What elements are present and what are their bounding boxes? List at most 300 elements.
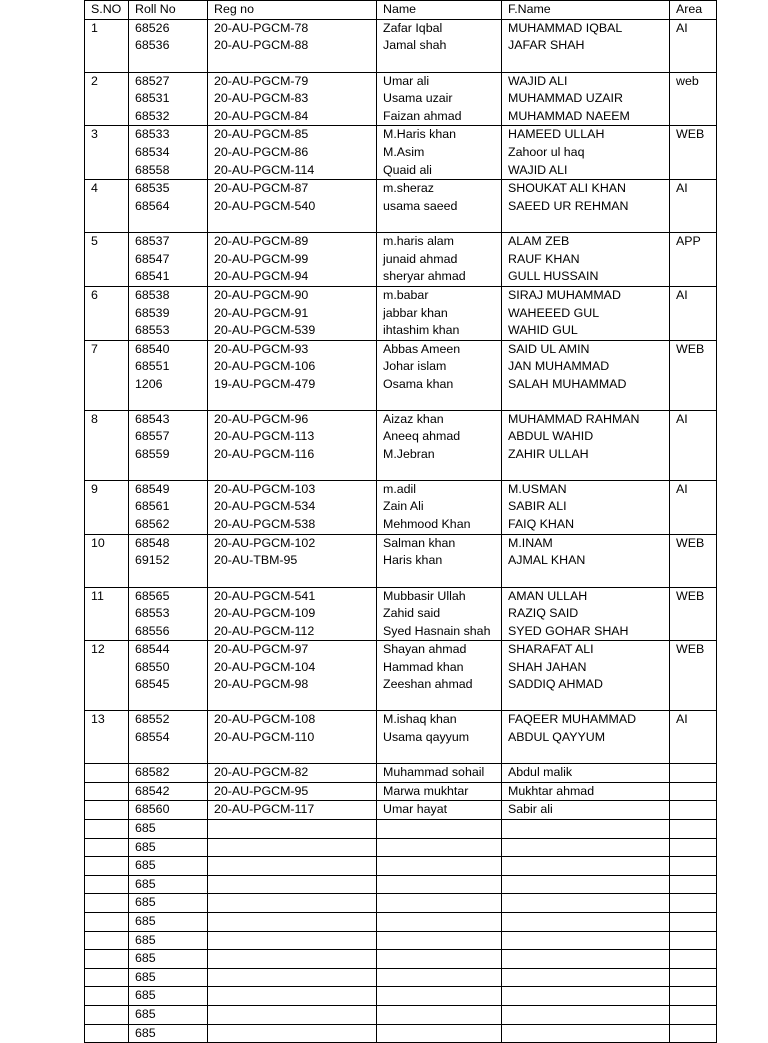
roll-no-cell [129,857,208,876]
father-name-cell [502,180,670,233]
name-cell [377,72,502,126]
extra-row [85,1024,717,1043]
reg-no-cell [208,340,377,410]
roll-no-cell-line: 68533 [135,127,170,142]
reg-no-cell-line: 20-AU-PGCM-541 [214,588,316,603]
father-name-cell [502,801,670,820]
roll-no-cell-line: 685 [135,1007,156,1021]
sno-cell [85,764,129,783]
extra-row [85,857,717,876]
father-name-cell [502,641,670,711]
sno-cell [85,1024,129,1043]
roll-no-cell-line: 68534 [135,144,170,159]
roll-no-cell [129,340,208,410]
name-cell-line: Mubbasir Ullah [383,588,466,603]
reg-no-cell-line: 20-AU-PGCM-117 [214,802,315,817]
area-cell [670,875,717,894]
reg-no-cell-line: 20-AU-PGCM-103 [214,481,316,496]
group-row [85,711,717,764]
reg-no-cell-line: 20-AU-PGCM-88 [214,38,309,53]
roll-no-cell-line: 68553 [135,323,170,338]
group-row [85,72,717,126]
area-cell [670,126,717,180]
name-cell [377,968,502,987]
area-cell [670,286,717,340]
sno-cell [85,820,129,839]
sno-cell [85,894,129,913]
father-name-cell-line: MUHAMMAD RAHMAN [508,411,640,426]
father-name-cell-line: RAUF KHAN [508,251,580,266]
area-cell-line: WEB [676,341,705,356]
father-name-cell-line: M.USMAN [508,481,567,496]
name-cell [377,931,502,950]
father-name-cell-line: AMAN ULLAH [508,588,588,603]
name-cell-line: m.haris alam [383,234,454,249]
roll-no-cell [129,410,208,480]
name-cell-line: Syed Hasnain shah [383,623,491,638]
father-name-cell-line: JAFAR SHAH [508,38,585,53]
roll-no-cell-line: 685 [135,914,156,929]
roll-no-cell [129,894,208,913]
area-cell [670,968,717,987]
name-cell [377,801,502,820]
name-cell [377,233,502,287]
reg-no-cell [208,72,377,126]
header-row [85,1,717,20]
roll-no-cell [129,286,208,340]
reg-no-cell [208,838,377,857]
reg-no-cell-line: 20-AU-PGCM-109 [214,606,316,621]
reg-no-cell [208,480,377,534]
father-name-cell-line: M.INAM [508,535,553,550]
reg-no-cell [208,820,377,839]
reg-no-cell-line: 20-AU-PGCM-78 [214,20,309,35]
father-name-cell [502,233,670,287]
father-name-cell [502,764,670,783]
father-name-cell-line: GULL HUSSAIN [508,269,599,284]
name-cell-line: Aizaz khan [383,411,444,426]
name-cell [377,875,502,894]
father-name-cell-line: WAHEEED GUL [508,305,600,320]
reg-no-cell [208,894,377,913]
extra-row [85,875,717,894]
father-name-cell-line: WAJID ALI [508,162,568,177]
roll-no-cell-line: 68561 [135,499,170,514]
extra-row [85,820,717,839]
roll-no-cell [129,987,208,1006]
father-name-cell-line: SALAH MUHAMMAD [508,376,627,391]
sno-cell-line: 10 [91,535,105,550]
header-reg-no: Reg no [208,1,377,20]
father-name-cell [502,19,670,72]
area-cell-line: web [676,73,699,88]
header-sno: S.NO [85,1,129,20]
father-name-cell [502,1006,670,1025]
father-name-cell [502,587,670,641]
name-cell [377,782,502,801]
name-cell [377,820,502,839]
student-roster-table [84,0,717,1043]
sno-cell [85,801,129,820]
name-cell-line: Zahid said [383,606,441,621]
roll-no-cell [129,801,208,820]
reg-no-cell [208,913,377,932]
reg-no-cell-line: 20-AU-PGCM-98 [214,677,309,692]
name-cell [377,950,502,969]
area-cell [670,913,717,932]
roll-no-cell-line: 68554 [135,729,170,744]
sno-cell [85,913,129,932]
roll-no-cell-line: 68564 [135,198,170,213]
sno-cell [85,587,129,641]
father-name-cell-line: RAZIQ SAID [508,606,579,621]
reg-no-cell [208,801,377,820]
area-cell [670,711,717,764]
reg-no-cell-line: 20-AU-PGCM-90 [214,287,309,302]
sno-cell [85,480,129,534]
name-cell [377,857,502,876]
reg-no-cell [208,233,377,287]
roll-no-cell [129,950,208,969]
reg-no-cell-line: 20-AU-PGCM-94 [214,269,309,284]
roll-no-cell-line: 685 [135,895,156,910]
area-cell [670,1024,717,1043]
reg-no-cell [208,19,377,72]
name-cell-line: Jamal shah [383,38,447,53]
roll-no-cell-line: 68557 [135,429,170,444]
roll-no-cell-line: 68547 [135,251,170,266]
roll-no-cell-line: 68537 [135,234,170,249]
name-cell-line: Mehmood Khan [383,516,471,531]
reg-no-cell-line: 20-AU-PGCM-83 [214,91,309,106]
reg-no-cell-line: 20-AU-PGCM-99 [214,251,309,266]
father-name-cell [502,857,670,876]
name-cell [377,894,502,913]
name-cell-line: Usama uzair [383,91,453,106]
area-cell-line: WEB [676,127,705,142]
area-cell [670,764,717,783]
area-cell [670,820,717,839]
area-cell [670,931,717,950]
sno-cell [85,641,129,711]
name-cell-line: m.sheraz [383,181,434,196]
reg-no-cell [208,180,377,233]
name-cell-line: Umar ali [383,73,430,88]
sno-cell [85,19,129,72]
reg-no-cell [208,1024,377,1043]
father-name-cell [502,410,670,480]
roll-no-cell-line: 68552 [135,712,170,727]
name-cell-line: Quaid ali [383,162,432,177]
reg-no-cell-line: 20-AU-PGCM-85 [214,127,309,142]
roll-no-cell-line: 68548 [135,535,170,550]
reg-no-cell [208,764,377,783]
father-name-cell-line: SAID UL AMIN [508,341,590,356]
sno-cell [85,1006,129,1025]
name-cell-line: junaid ahmad [383,251,458,266]
extra-row [85,913,717,932]
area-cell-line: WEB [676,588,705,603]
area-cell-line: AI [676,411,688,426]
area-cell [670,587,717,641]
father-name-cell [502,286,670,340]
father-name-cell [502,894,670,913]
reg-no-cell-line: 20-AU-PGCM-96 [214,411,309,426]
roll-no-cell [129,1024,208,1043]
name-cell-line: usama saeed [383,198,458,213]
sno-cell [85,72,129,126]
reg-no-cell-line: 20-AU-PGCM-87 [214,181,309,196]
father-name-cell-line: SHAH JAHAN [508,659,587,674]
sno-cell [85,782,129,801]
roll-no-cell-line: 68543 [135,411,170,426]
roll-no-cell-line: 68545 [135,677,170,692]
name-cell-line: Umar hayat [383,802,448,817]
father-name-cell-line: JAN MUHAMMAD [508,359,610,374]
reg-no-cell-line: 20-AU-PGCM-91 [214,305,309,320]
roll-no-cell-line: 68539 [135,305,170,320]
roll-no-cell [129,587,208,641]
name-cell-line: Zeeshan ahmad [383,677,473,692]
name-cell [377,1024,502,1043]
name-cell-line: M.Asim [383,144,425,159]
reg-no-cell-line: 20-AU-PGCM-86 [214,144,309,159]
roll-no-cell-line: 68559 [135,446,170,461]
father-name-cell-line: Abdul malik [508,765,573,780]
header-father-name: F.Name [502,1,670,20]
roll-no-cell-line: 68562 [135,516,170,531]
area-cell [670,410,717,480]
roll-no-cell [129,1006,208,1025]
name-cell [377,587,502,641]
area-cell [670,19,717,72]
sno-cell-line: 9 [91,481,98,496]
father-name-cell-line: AJMAL KHAN [508,553,586,568]
sno-cell-line: 2 [91,73,98,88]
father-name-cell-line: FAQEER MUHAMMAD [508,712,637,727]
father-name-cell-line: ZAHIR ULLAH [508,446,589,461]
reg-no-cell [208,782,377,801]
name-cell-line: m.adil [383,481,417,496]
extra-row [85,894,717,913]
name-cell-line: Zafar Iqbal [383,20,443,35]
area-cell [670,641,717,711]
sno-cell [85,931,129,950]
name-cell [377,764,502,783]
father-name-cell-line: MUHAMMAD UZAIR [508,91,623,106]
reg-no-cell-line: 20-AU-PGCM-108 [214,712,316,727]
sno-cell [85,950,129,969]
roll-no-cell-line: 685 [135,988,156,1003]
name-cell-line: Faizan ahmad [383,108,462,123]
name-cell [377,641,502,711]
father-name-cell [502,72,670,126]
name-cell [377,19,502,72]
sno-cell [85,857,129,876]
name-cell-line: Zain Ali [383,499,424,514]
name-cell-line: Usama qayyum [383,729,470,744]
roll-no-cell [129,180,208,233]
father-name-cell [502,782,670,801]
name-cell-line: Abbas Ameen [383,341,461,356]
father-name-cell-line: MUHAMMAD NAEEM [508,108,630,123]
reg-no-cell-line: 20-AU-TBM-95 [214,553,298,568]
group-row [85,286,717,340]
area-cell-line: WEB [676,535,705,550]
reg-no-cell [208,711,377,764]
area-cell [670,1006,717,1025]
sno-cell [85,838,129,857]
name-cell-line: Shayan ahmad [383,642,467,657]
name-cell-line: Aneeq ahmad [383,429,461,444]
father-name-cell-line: SHARAFAT ALI [508,642,594,657]
reg-no-cell-line: 20-AU-PGCM-106 [214,359,316,374]
reg-no-cell-line: 20-AU-PGCM-104 [214,659,316,674]
roll-no-cell-line: 68556 [135,623,170,638]
father-name-cell [502,838,670,857]
name-cell [377,480,502,534]
roll-no-cell-line: 685 [135,969,156,984]
extra-row [85,1006,717,1025]
roll-no-cell [129,72,208,126]
father-name-cell [502,340,670,410]
father-name-cell [502,480,670,534]
reg-no-cell-line: 20-AU-PGCM-79 [214,73,309,88]
name-cell [377,987,502,1006]
roll-no-cell-line: 68536 [135,38,170,53]
roll-no-cell [129,126,208,180]
name-cell-line: ihtashim khan [383,323,460,338]
roll-no-cell-line: 68541 [135,269,170,284]
area-cell [670,782,717,801]
area-cell-line: AI [676,287,688,302]
area-cell [670,233,717,287]
name-cell-line: Johar islam [383,359,447,374]
roll-no-cell [129,480,208,534]
roll-no-cell-line: 68527 [135,73,170,88]
area-cell [670,894,717,913]
father-name-cell-line: ABDUL QAYYUM [508,729,606,744]
reg-no-cell [208,286,377,340]
roll-no-cell [129,820,208,839]
area-cell [670,340,717,410]
roll-no-cell-line: 685 [135,876,156,891]
area-cell [670,801,717,820]
father-name-cell [502,913,670,932]
reg-no-cell-line: 19-AU-PGCM-479 [214,376,316,391]
roll-no-cell-line: 68538 [135,287,170,302]
reg-no-cell [208,875,377,894]
roll-no-cell-line: 685 [135,821,156,836]
area-cell [670,534,717,587]
area-cell [670,857,717,876]
roll-no-cell-line: 68565 [135,588,170,603]
sno-cell [85,711,129,764]
roll-no-cell-line: 68582 [135,765,170,780]
reg-no-cell-line: 20-AU-PGCM-82 [214,765,309,780]
sno-cell [85,410,129,480]
extra-row [85,801,717,820]
name-cell-line: M.ishaq khan [383,712,457,727]
extra-row [85,764,717,783]
extra-row [85,838,717,857]
sno-cell [85,987,129,1006]
reg-no-cell-line: 20-AU-PGCM-114 [214,162,315,177]
name-cell [377,126,502,180]
reg-no-cell [208,1006,377,1025]
roll-no-cell-line: 68549 [135,481,170,496]
sno-cell [85,534,129,587]
name-cell-line: Muhammad sohail [383,765,485,780]
roll-no-cell [129,233,208,287]
reg-no-cell-line: 20-AU-PGCM-95 [214,783,309,798]
father-name-cell-line: WAJID ALI [508,73,568,88]
roll-no-cell-line: 68542 [135,783,170,798]
reg-no-cell [208,987,377,1006]
sno-cell [85,233,129,287]
name-cell-line: Haris khan [383,553,443,568]
area-cell-line: WEB [676,642,705,657]
reg-no-cell [208,410,377,480]
reg-no-cell-line: 20-AU-PGCM-539 [214,323,316,338]
roster-body [85,19,717,1043]
roll-no-cell [129,782,208,801]
sno-cell [85,340,129,410]
area-cell-line: AI [676,181,688,196]
father-name-cell [502,875,670,894]
group-row [85,480,717,534]
extra-row [85,987,717,1006]
father-name-cell-line: MUHAMMAD IQBAL [508,20,623,35]
roll-no-cell-line: 68553 [135,606,170,621]
father-name-cell-line: SADDIQ AHMAD [508,677,604,692]
sno-cell [85,180,129,233]
name-cell [377,711,502,764]
reg-no-cell [208,931,377,950]
father-name-cell-line: FAIQ KHAN [508,516,575,531]
roll-no-cell-line: 68544 [135,642,170,657]
reg-no-cell [208,534,377,587]
sno-cell-line: 11 [91,588,104,603]
area-cell-line: APP [676,234,701,249]
reg-no-cell-line: 20-AU-PGCM-534 [214,499,316,514]
name-cell [377,410,502,480]
father-name-cell [502,1024,670,1043]
father-name-cell-line: ABDUL WAHID [508,429,594,444]
roll-no-cell [129,534,208,587]
reg-no-cell-line: 20-AU-PGCM-97 [214,642,309,657]
roll-no-cell [129,19,208,72]
roll-no-cell-line: 69152 [135,553,170,568]
reg-no-cell-line: 20-AU-PGCM-116 [214,446,315,461]
extra-row [85,931,717,950]
reg-no-cell [208,641,377,711]
roll-no-cell-line: 68535 [135,181,170,196]
father-name-cell-line: SYED GOHAR SHAH [508,623,629,638]
name-cell-line: jabbar khan [383,305,448,320]
header-name: Name [377,1,502,20]
sno-cell-line: 13 [91,712,105,727]
father-name-cell [502,534,670,587]
sno-cell-line: 3 [91,127,98,142]
roll-no-cell-line: 685 [135,1025,156,1040]
sno-cell [85,126,129,180]
sno-cell-line: 5 [91,234,98,249]
reg-no-cell-line: 20-AU-PGCM-540 [214,198,316,213]
roll-no-cell-line: 685 [135,839,156,854]
name-cell [377,180,502,233]
father-name-cell-line: SABIR ALI [508,499,567,514]
